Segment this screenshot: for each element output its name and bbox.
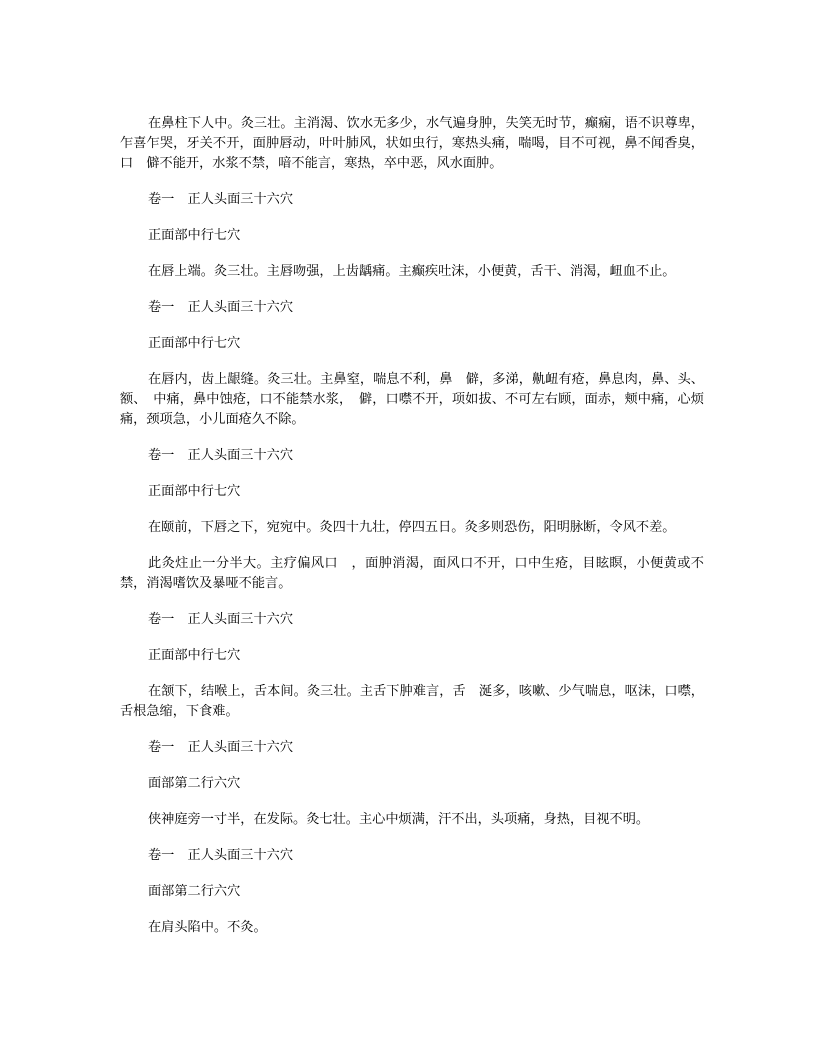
paragraph: 在鼻柱下人中。灸三壮。主消渴、饮水无多少，水气遍身肿，失笑无时节，癫痫，语不识尊卑，乍喜乍哭，牙关不开，面肿唇动，叶叶肺风，状如虫行，寒热头痛，喘喝，目不可视，鼻不闻香臭，口 僻不能开，水浆不禁，喑不能言，寒热，卒中恶，风水面肿。 — [120, 116, 704, 171]
subsection-heading: 正面部中行七穴 — [148, 648, 241, 663]
paragraph: 在唇内，齿上龈缝。灸三壮。主鼻窒，喘息不利，鼻 僻，多涕，鼽衄有疮，鼻息肉，鼻、头、额、 中痛，鼻中蚀疮，口不能禁水浆， 僻，口噤不开，项如拔、不可左右顾，面赤，颊中痛，心烦痛，颈项急，小儿面疮久不除。 — [120, 372, 704, 427]
section-heading: 卷一 正人头面三十六穴 — [148, 448, 294, 463]
section-heading: 卷一 正人头面三十六穴 — [148, 192, 294, 207]
subsection-heading: 正面部中行七穴 — [148, 228, 241, 243]
section-heading: 卷一 正人头面三十六穴 — [148, 740, 294, 755]
paragraph: 在颔下，结喉上，舌本间。灸三壮。主舌下肿难言，舌 涎多，咳嗽、少气喘息，呕沫，口噤，舌根急缩，下食难。 — [120, 684, 704, 719]
paragraph: 在肩头陷中。不灸。 — [148, 920, 267, 935]
subsection-heading: 正面部中行七穴 — [148, 336, 241, 351]
subsection-heading: 正面部中行七穴 — [148, 484, 241, 499]
subsection-heading: 面部第二行六穴 — [148, 776, 241, 791]
section-heading: 卷一 正人头面三十六穴 — [148, 300, 294, 315]
section-heading: 卷一 正人头面三十六穴 — [148, 612, 294, 627]
paragraph: 侠神庭旁一寸半，在发际。灸七壮。主心中烦满，汗不出，头项痛，身热，目视不明。 — [148, 812, 650, 827]
paragraph: 在唇上端。灸三壮。主唇吻强，上齿龋痛。主癫疾吐沫，小便黄，舌干、消渴，衄血不止。 — [148, 264, 676, 279]
subsection-heading: 面部第二行六穴 — [148, 884, 241, 899]
document-body — [120, 114, 704, 938]
section-heading: 卷一 正人头面三十六穴 — [148, 848, 294, 863]
paragraph: 此灸炷止一分半大。主疗偏风口 ，面肿消渴，面风口不开，口中生疮，目眩瞑，小便黄或不禁，消渴嗜饮及暴哑不能言。 — [120, 556, 704, 591]
paragraph: 在颐前，下唇之下，宛宛中。灸四十九壮，停四五日。灸多则恐伤，阳明脉断，令风不差。 — [148, 520, 676, 535]
